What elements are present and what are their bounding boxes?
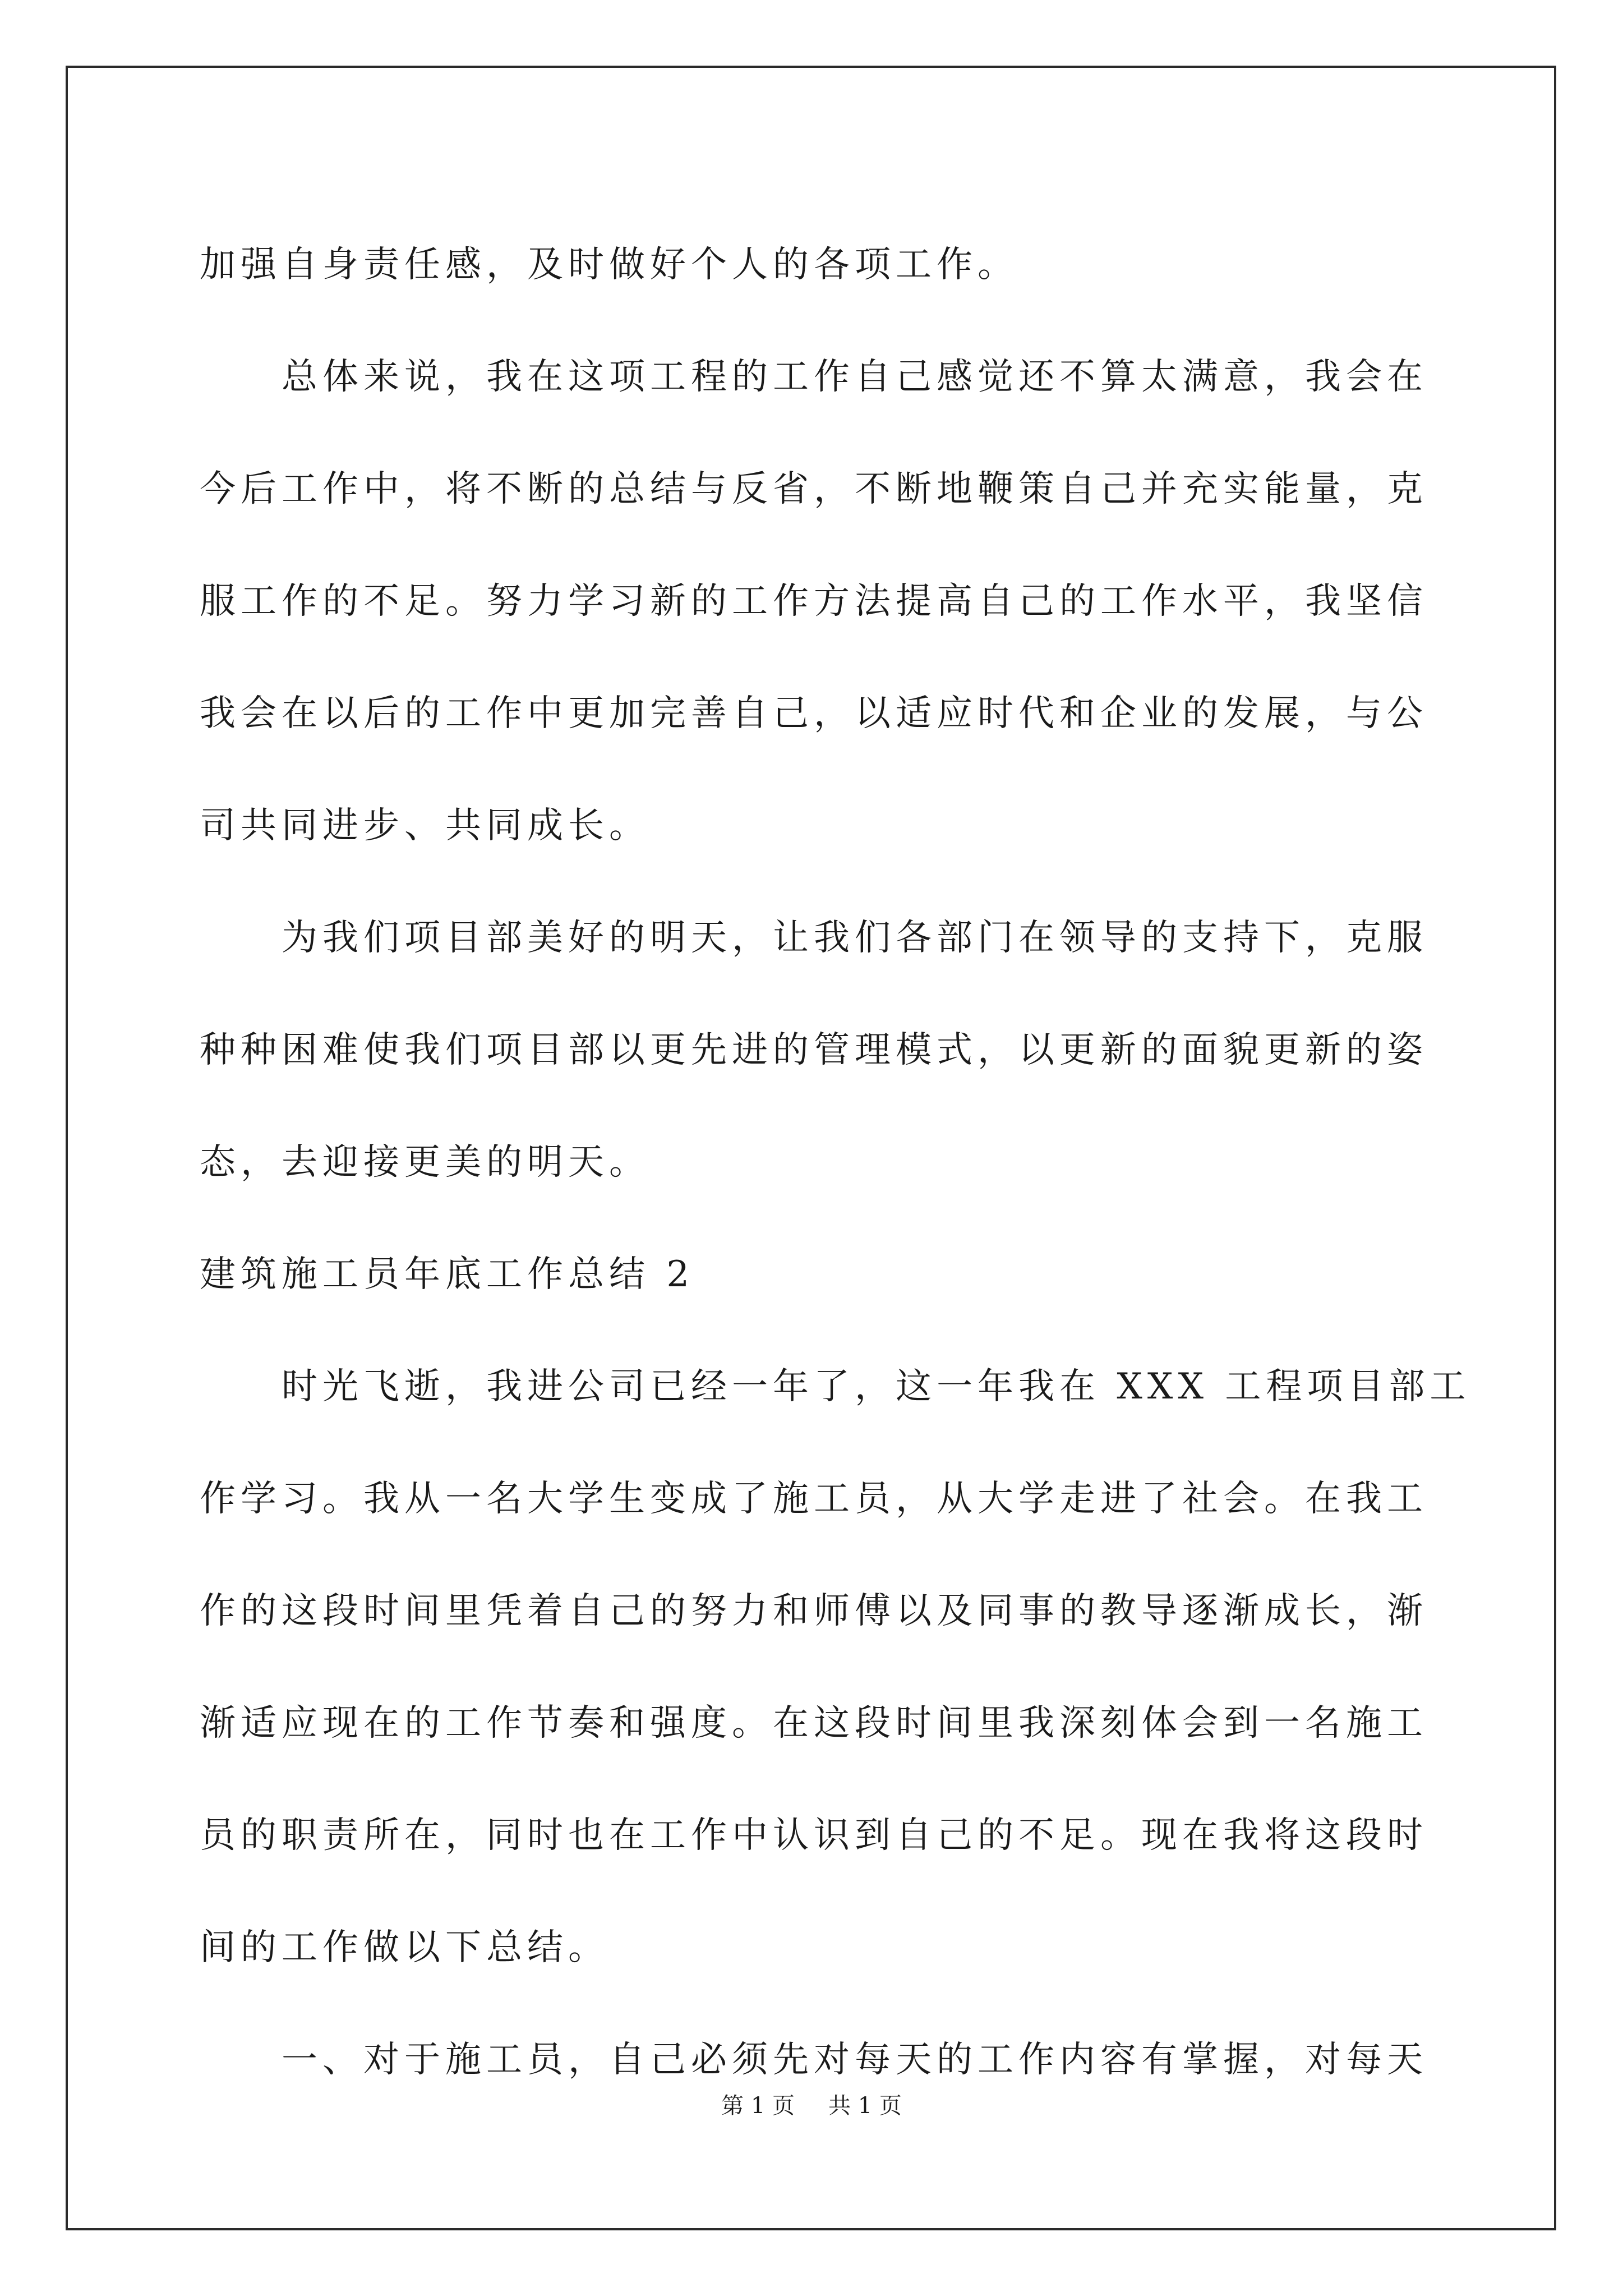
body-line-13: 作的这段时间里凭着自己的努力和师傅以及同事的教导逐渐成长，渐	[200, 1590, 1428, 1632]
paragraph-summary-start: 总体来说，我在这项工程的工作自己感觉还不算太满意，我会在	[282, 356, 1428, 398]
body-line-5: 我会在以后的工作中更加完善自己，以适应时代和企业的发展，与公	[200, 693, 1428, 734]
body-line-4: 服工作的不足。努力学习新的工作方法提高自己的工作水平，我坚信	[200, 581, 1428, 622]
page-number: 第 1 页	[721, 2093, 795, 2119]
section-heading: 建筑施工员年底工作总结 2	[200, 1254, 695, 1295]
body-line-16: 间的工作做以下总结。	[200, 1927, 609, 1968]
body-line-1: 加强自身责任感，及时做好个人的各项工作。	[200, 244, 1018, 286]
body-line-15: 员的职责所在，同时也在工作中认识到自己的不足。现在我将这段时	[200, 1815, 1428, 1856]
paragraph-point-one-start: 一、对于施工员，自己必须先对每天的工作内容有掌握，对每天	[282, 2039, 1428, 2081]
body-line-14: 渐适应现在的工作节奏和强度。在这段时间里我深刻体会到一名施工	[200, 1703, 1428, 1744]
body-line-6: 司共同进步、共同成长。	[200, 805, 650, 846]
document-body	[200, 209, 1471, 2116]
body-line-9: 态，去迎接更美的明天。	[200, 1142, 650, 1183]
paragraph-future-start: 为我们项目部美好的明天，让我们各部门在领导的支持下，克服	[282, 917, 1428, 959]
page-footer	[0, 2090, 1623, 2122]
page-total: 共 1 页	[828, 2093, 902, 2119]
paragraph-intro-start: 时光飞逝，我进公司已经一年了，这一年我在 XXX 工程项目部工	[282, 1366, 1471, 1407]
body-line-12: 作学习。我从一名大学生变成了施工员，从大学走进了社会。在我工	[200, 1478, 1428, 1520]
body-line-3: 今后工作中，将不断的总结与反省，不断地鞭策自己并充实能量，克	[200, 468, 1428, 510]
body-line-8: 种种困难使我们项目部以更先进的管理模式，以更新的面貌更新的姿	[200, 1029, 1428, 1071]
